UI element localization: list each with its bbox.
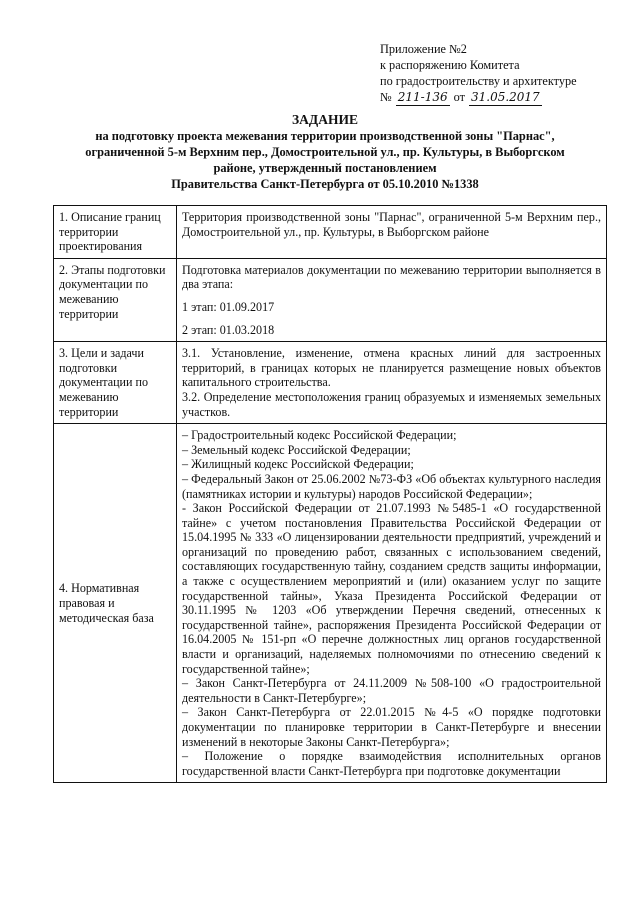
appendix-line-1: Приложение №2 [380, 42, 467, 56]
appendix-block [380, 41, 577, 106]
order-number: 211-136 [397, 90, 448, 104]
order-date: 31.05.2017 [470, 90, 540, 104]
title-line-2: ограниченной 5-м Верхним пер., Домостроительной ул., пр. Культуры, в Выборгском [85, 145, 565, 159]
list-item: – Федеральный Закон от 25.06.2002 №73-ФЗ «Об объектах культурного наследия (памятниках истории и культуры) народов Российской Федерации»; [182, 471, 601, 501]
title-line-1: на подготовку проекта межевания территории производственной зоны "Парнас", [95, 129, 555, 143]
task-table [53, 205, 607, 783]
list-item: – Положение о порядке взаимодействия исполнительных органов государственной власти Санкт-Петербурга при подготовке документации [182, 749, 601, 778]
document-title [40, 112, 610, 192]
row-content [177, 258, 607, 341]
goal-3-1: 3.1. Установление, изменение, отмена красных линий для застроенных территорий, в границах которых не планируется размещение новых объектов капитального строительства. [182, 346, 601, 390]
stage-1: 1 этап: 01.09.2017 [182, 299, 275, 314]
stage-2: 2 этап: 01.03.2018 [182, 322, 275, 337]
list-item: - Закон Российской Федерации от 21.07.1993 №5485-1 «О государственной тайне» с учетом постановления Правительства Российской Федерации от 15.04.1995 № 333 «О лицензировании деятельности предприятий, учреждений и организаций по проведению работ, связанных с использованием сведений, составляющих государственную тайну, созданием средств защиты информации, а также с осуществлением мероприятий и (или) оказанием услуг по защите государственной тайны», Указа Президента Российской Федерации от 30.11.1995 № 1203 «Об утверждении Перечня сведений, отнесенных к государственной тайне», распоряжения Президента Российской Федерации от 16.04.2005 № 151-рп «О перечне должностных лиц органов государственной власти и организаций, наделяемых полномочиями по отнесению сведений к государственной тайне»; [182, 501, 601, 676]
row-label: 1. Описание границ территории проектирования [54, 206, 177, 259]
title-line-3: районе, утвержденный постановлением [213, 161, 437, 175]
table-row [54, 206, 607, 259]
row-content: Территория производственной зоны "Парнас", ограниченной 5-м Верхним пер., Домостроительной ул., пр. Культуры, в Выборгском районе [177, 206, 607, 259]
row-label: 3. Цели и задачи подготовки документации по межеванию территории [54, 342, 177, 424]
title-heading: ЗАДАНИЕ [292, 112, 358, 127]
date-label: от [453, 90, 465, 104]
list-item: – Закон Санкт-Петербурга от 24.11.2009 №508-100 «О градостроительной деятельности в Санкт-Петербурге»; [182, 676, 601, 705]
row-content [177, 424, 607, 783]
stages-intro: Подготовка материалов документации по межеванию территории выполняется в два этапа: [182, 262, 601, 292]
number-label: № [380, 90, 392, 104]
list-item: – Жилищный кодекс Российской Федерации; [182, 457, 414, 472]
list-item: – Закон Санкт-Петербурга от 22.01.2015 №4-5 «О порядке подготовки документации по планировке территории в Санкт-Петербурге и внесении изменений в некоторые Законы Санкт-Петербурга»; [182, 705, 601, 749]
table-row [54, 258, 607, 341]
list-item: – Градостроительный кодекс Российской Федерации; [182, 428, 457, 443]
appendix-line-3: по градостроительству и архитектуре [380, 74, 577, 88]
row-label: 2. Этапы подготовки документации по межеванию территории [54, 258, 177, 341]
row-content [177, 342, 607, 424]
list-item: – Земельный кодекс Российской Федерации; [182, 442, 411, 457]
goal-3-2: 3.2. Определение местоположения границ образуемых и изменяемых земельных участков. [182, 389, 601, 419]
table-row [54, 424, 607, 783]
appendix-number-line [380, 89, 577, 106]
appendix-line-2: к распоряжению Комитета [380, 58, 520, 72]
title-line-4: Правительства Санкт-Петербурга от 05.10.2010 №1338 [171, 177, 479, 191]
table-row [54, 342, 607, 424]
row-label: 4. Нормативная правовая и методическая база [54, 424, 177, 783]
